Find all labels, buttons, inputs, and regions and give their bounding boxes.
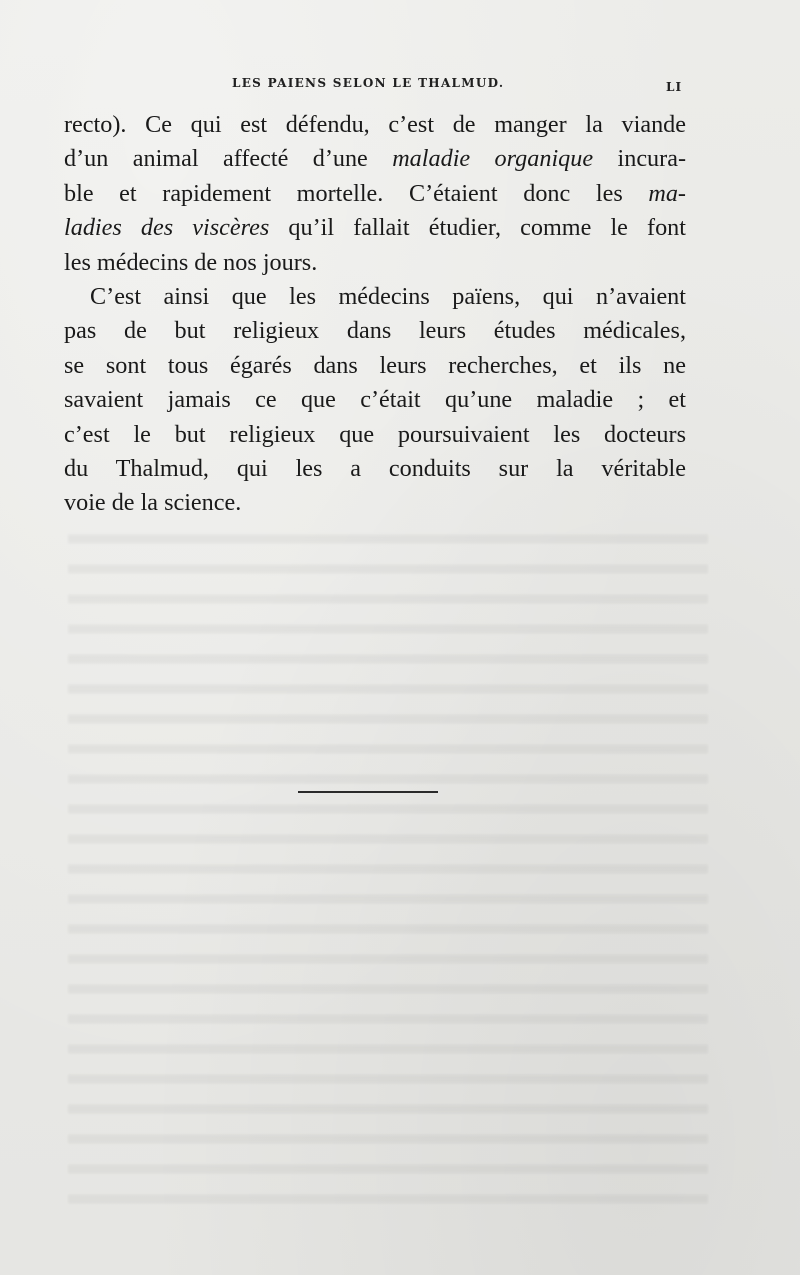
paragraph-1: [64, 108, 686, 280]
text-line: [64, 349, 686, 383]
text-span: c’est le but religieux que poursuivaient les docteurs: [64, 420, 686, 448]
text-line: [64, 418, 686, 452]
text-line: [64, 177, 686, 211]
text-line: [64, 383, 686, 417]
text-span: qu’il fallait étudier, comme le font: [269, 214, 686, 242]
text-line: [64, 486, 686, 520]
italic-text: maladie organique: [392, 145, 594, 173]
italic-text: ladies des viscères: [64, 214, 270, 242]
text-span: d’un animal affecté d’une: [64, 145, 393, 173]
text-line: [64, 452, 686, 486]
text-span: voie de la science.: [64, 489, 242, 517]
text-line: [64, 314, 686, 348]
section-rule: [298, 791, 438, 793]
text-span: recto). Ce qui est défendu, c’est de manger la viande: [64, 111, 686, 138]
text-span: incura-: [593, 145, 686, 173]
text-span: du Thalmud, qui les a conduits sur la véritable: [64, 455, 686, 483]
italic-text: ma-: [648, 179, 686, 207]
text-span: C’est ainsi que les médecins païens, qui n’avaient: [90, 283, 686, 311]
text-span: se sont tous égarés dans leurs recherches, et ils ne: [64, 351, 686, 379]
paragraph-2: [64, 280, 686, 521]
text-line: [64, 246, 686, 280]
text-line: [64, 280, 686, 314]
text-line: [64, 108, 686, 142]
running-head: LES PAIENS SELON LE THALMUD.: [232, 76, 505, 90]
page-number: LI: [666, 80, 683, 94]
text-span: pas de but religieux dans leurs études médicales,: [64, 317, 686, 345]
text-span: les médecins de nos jours.: [64, 248, 318, 276]
bleed-through-texture: [68, 520, 708, 1210]
text-line: [64, 211, 686, 245]
text-span: ble et rapidement mortelle. C’étaient donc les: [64, 179, 649, 207]
body-text: [64, 108, 686, 521]
text-line: [64, 142, 686, 176]
text-span: savaient jamais ce que c’était qu’une maladie ; et: [64, 386, 686, 414]
